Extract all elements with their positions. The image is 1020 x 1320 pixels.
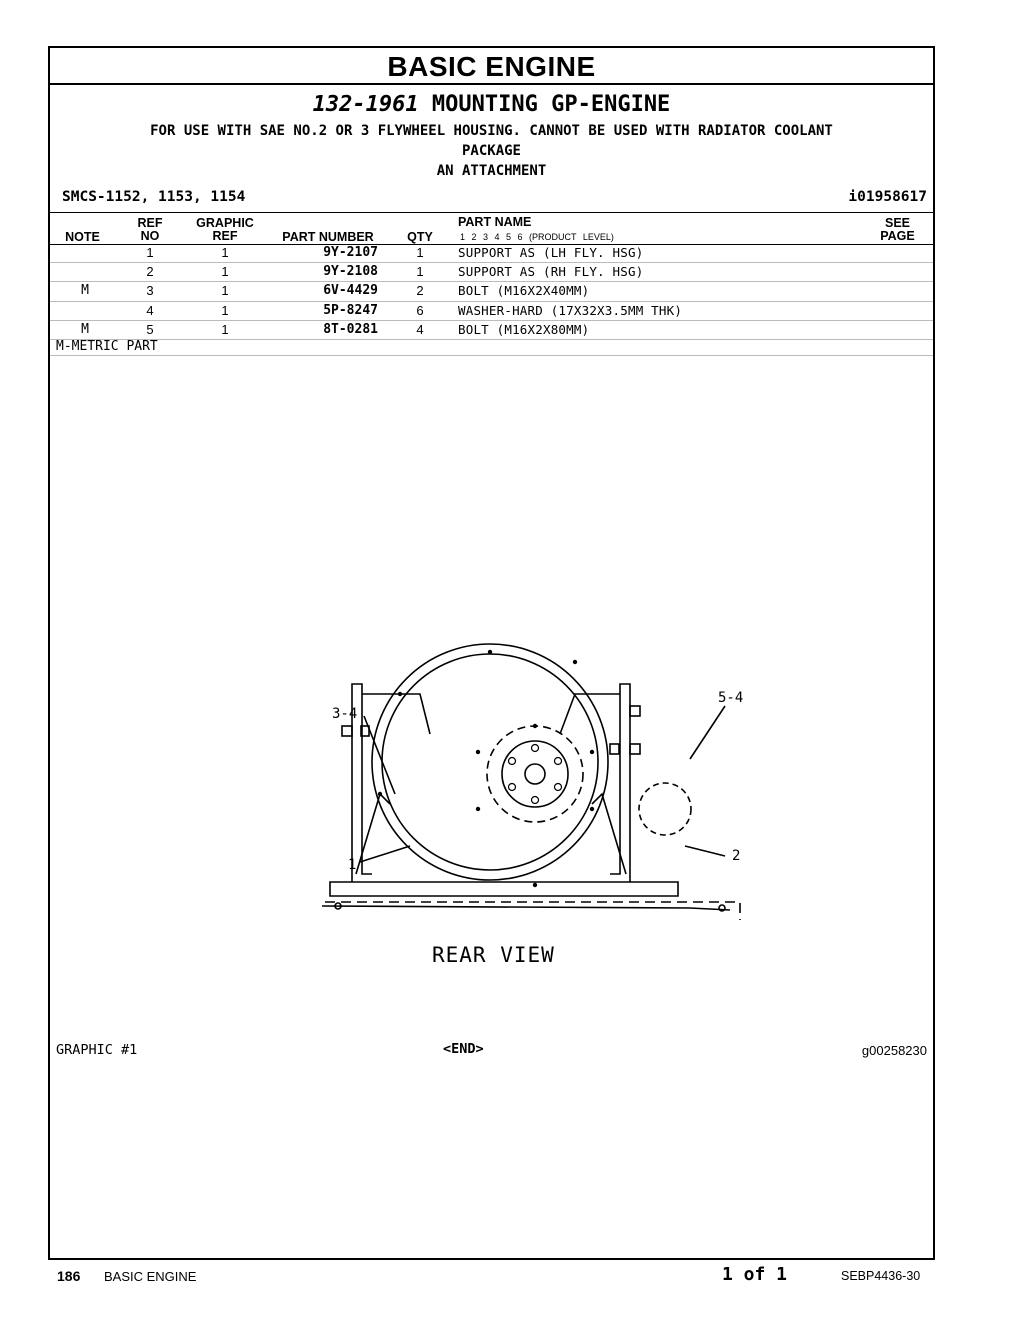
end-marker: <END> xyxy=(443,1041,484,1057)
table-row xyxy=(50,263,933,282)
cell-graphic: 1 xyxy=(221,321,229,337)
bolt-icon xyxy=(342,726,352,736)
bolt-icon xyxy=(630,744,640,754)
callout-5-4: 5-4 xyxy=(718,690,744,706)
col-ref-header-top: REF xyxy=(137,216,163,230)
col-ref-header-bottom: NO xyxy=(140,229,160,243)
cell-ref: 3 xyxy=(146,283,154,299)
cell-qty: 4 xyxy=(416,321,424,337)
col-graphic-header-bottom: REF xyxy=(212,229,238,243)
cell-part-name: BOLT (M16X2X80MM) xyxy=(458,321,590,337)
cell-graphic: 1 xyxy=(221,264,229,280)
col-graphic-header-top: GRAPHIC xyxy=(196,216,254,230)
housing-bolt-holes xyxy=(378,650,594,887)
base-frame-dashed xyxy=(325,902,740,920)
smcs-codes: SMCS-1152, 1153, 1154 xyxy=(62,189,246,205)
table-row xyxy=(50,302,933,321)
group-name: MOUNTING GP-ENGINE xyxy=(431,92,671,117)
col-see-page-header xyxy=(870,217,925,243)
col-graphic-header xyxy=(190,217,260,243)
header-rule xyxy=(50,212,933,213)
col-part-number-header: PART NUMBER xyxy=(282,230,374,244)
cell-note: M xyxy=(81,321,89,337)
document-id: i01958617 xyxy=(848,189,927,205)
footer-section: BASIC ENGINE xyxy=(104,1269,197,1284)
callout-2: 2 xyxy=(732,848,741,864)
leader-line-1 xyxy=(360,846,410,862)
col-part-name-header: PART NAME xyxy=(458,215,532,229)
cell-part-name: SUPPORT AS (RH FLY. HSG) xyxy=(458,264,644,280)
cell-ref: 5 xyxy=(146,321,154,337)
flywheel-center xyxy=(525,764,545,784)
bolt-icon xyxy=(610,744,619,754)
cell-qty: 1 xyxy=(416,245,424,260)
footer-page-count: 1 of 1 xyxy=(722,1264,788,1285)
cell-graphic: 1 xyxy=(221,245,229,260)
flywheel-housing-outer xyxy=(372,644,608,880)
group-description-2: PACKAGE xyxy=(461,143,521,159)
cell-part-name: WASHER-HARD (17X32X3.5MM THK) xyxy=(458,302,683,318)
cell-qty: 2 xyxy=(416,283,424,299)
left-support-gusset xyxy=(362,694,430,734)
metric-note: M-METRIC PART xyxy=(56,339,158,354)
leader-line-3-4 xyxy=(364,716,395,794)
footer-document-number: SEBP4436-30 xyxy=(841,1269,921,1283)
metric-rule xyxy=(50,355,933,356)
col-ref-header xyxy=(132,217,168,243)
page-frame xyxy=(48,46,935,1260)
col-see-header-bottom: PAGE xyxy=(880,229,915,243)
graphic-id: g00258230 xyxy=(861,1043,927,1058)
cell-ref: 4 xyxy=(146,302,154,318)
parts-table xyxy=(50,244,933,340)
group-heading xyxy=(50,92,933,117)
cell-graphic: 1 xyxy=(221,302,229,318)
footer-page-number: 186 xyxy=(57,1268,81,1284)
rear-view-drawing xyxy=(270,634,744,929)
callout-1: 1 xyxy=(348,857,357,873)
table-row xyxy=(50,321,933,340)
callout-3-4: 3-4 xyxy=(332,706,358,722)
cell-ref: 2 xyxy=(146,264,154,280)
bolt-icon xyxy=(630,706,640,716)
col-qty-header: QTY xyxy=(407,230,433,244)
leader-line-2 xyxy=(685,846,725,856)
cell-part-number: 5P-8247 xyxy=(323,302,378,318)
cell-part-number: 6V-4429 xyxy=(323,283,378,299)
cell-ref: 1 xyxy=(146,245,154,260)
table-row xyxy=(50,244,933,263)
cell-part-name: BOLT (M16X2X40MM) xyxy=(458,283,590,299)
col-note-header: NOTE xyxy=(65,230,100,244)
cell-qty: 1 xyxy=(416,264,424,280)
product-level-legend: 1 2 3 4 5 6 (PRODUCT LEVEL) xyxy=(460,232,614,242)
group-description-3: AN ATTACHMENT xyxy=(436,163,547,179)
graphic-label: GRAPHIC #1 xyxy=(56,1042,138,1058)
cell-part-number: 9Y-2108 xyxy=(323,264,378,280)
group-number: 132-1961 xyxy=(312,92,419,117)
flywheel-holes xyxy=(509,745,562,804)
group-description-1: FOR USE WITH SAE NO.2 OR 3 FLYWHEEL HOUSING. CANNOT BE USED WITH RADIATOR COOLANT xyxy=(150,123,833,139)
leader-line-5-4 xyxy=(690,706,725,759)
cell-qty: 6 xyxy=(416,302,424,318)
cell-note: M xyxy=(81,283,89,299)
cell-part-name: SUPPORT AS (LH FLY. HSG) xyxy=(458,245,644,260)
right-support-brace xyxy=(592,794,626,874)
base-frame xyxy=(322,906,730,910)
base-rail xyxy=(330,882,678,896)
col-see-header-top: SEE xyxy=(884,216,910,230)
page-title: BASIC ENGINE xyxy=(50,48,933,85)
drawing-caption: REAR VIEW xyxy=(432,943,555,967)
cell-graphic: 1 xyxy=(221,283,229,299)
cell-part-number: 9Y-2107 xyxy=(323,245,378,260)
cell-part-number: 8T-0281 xyxy=(323,321,378,337)
starter-motor xyxy=(639,783,691,835)
table-row xyxy=(50,282,933,301)
